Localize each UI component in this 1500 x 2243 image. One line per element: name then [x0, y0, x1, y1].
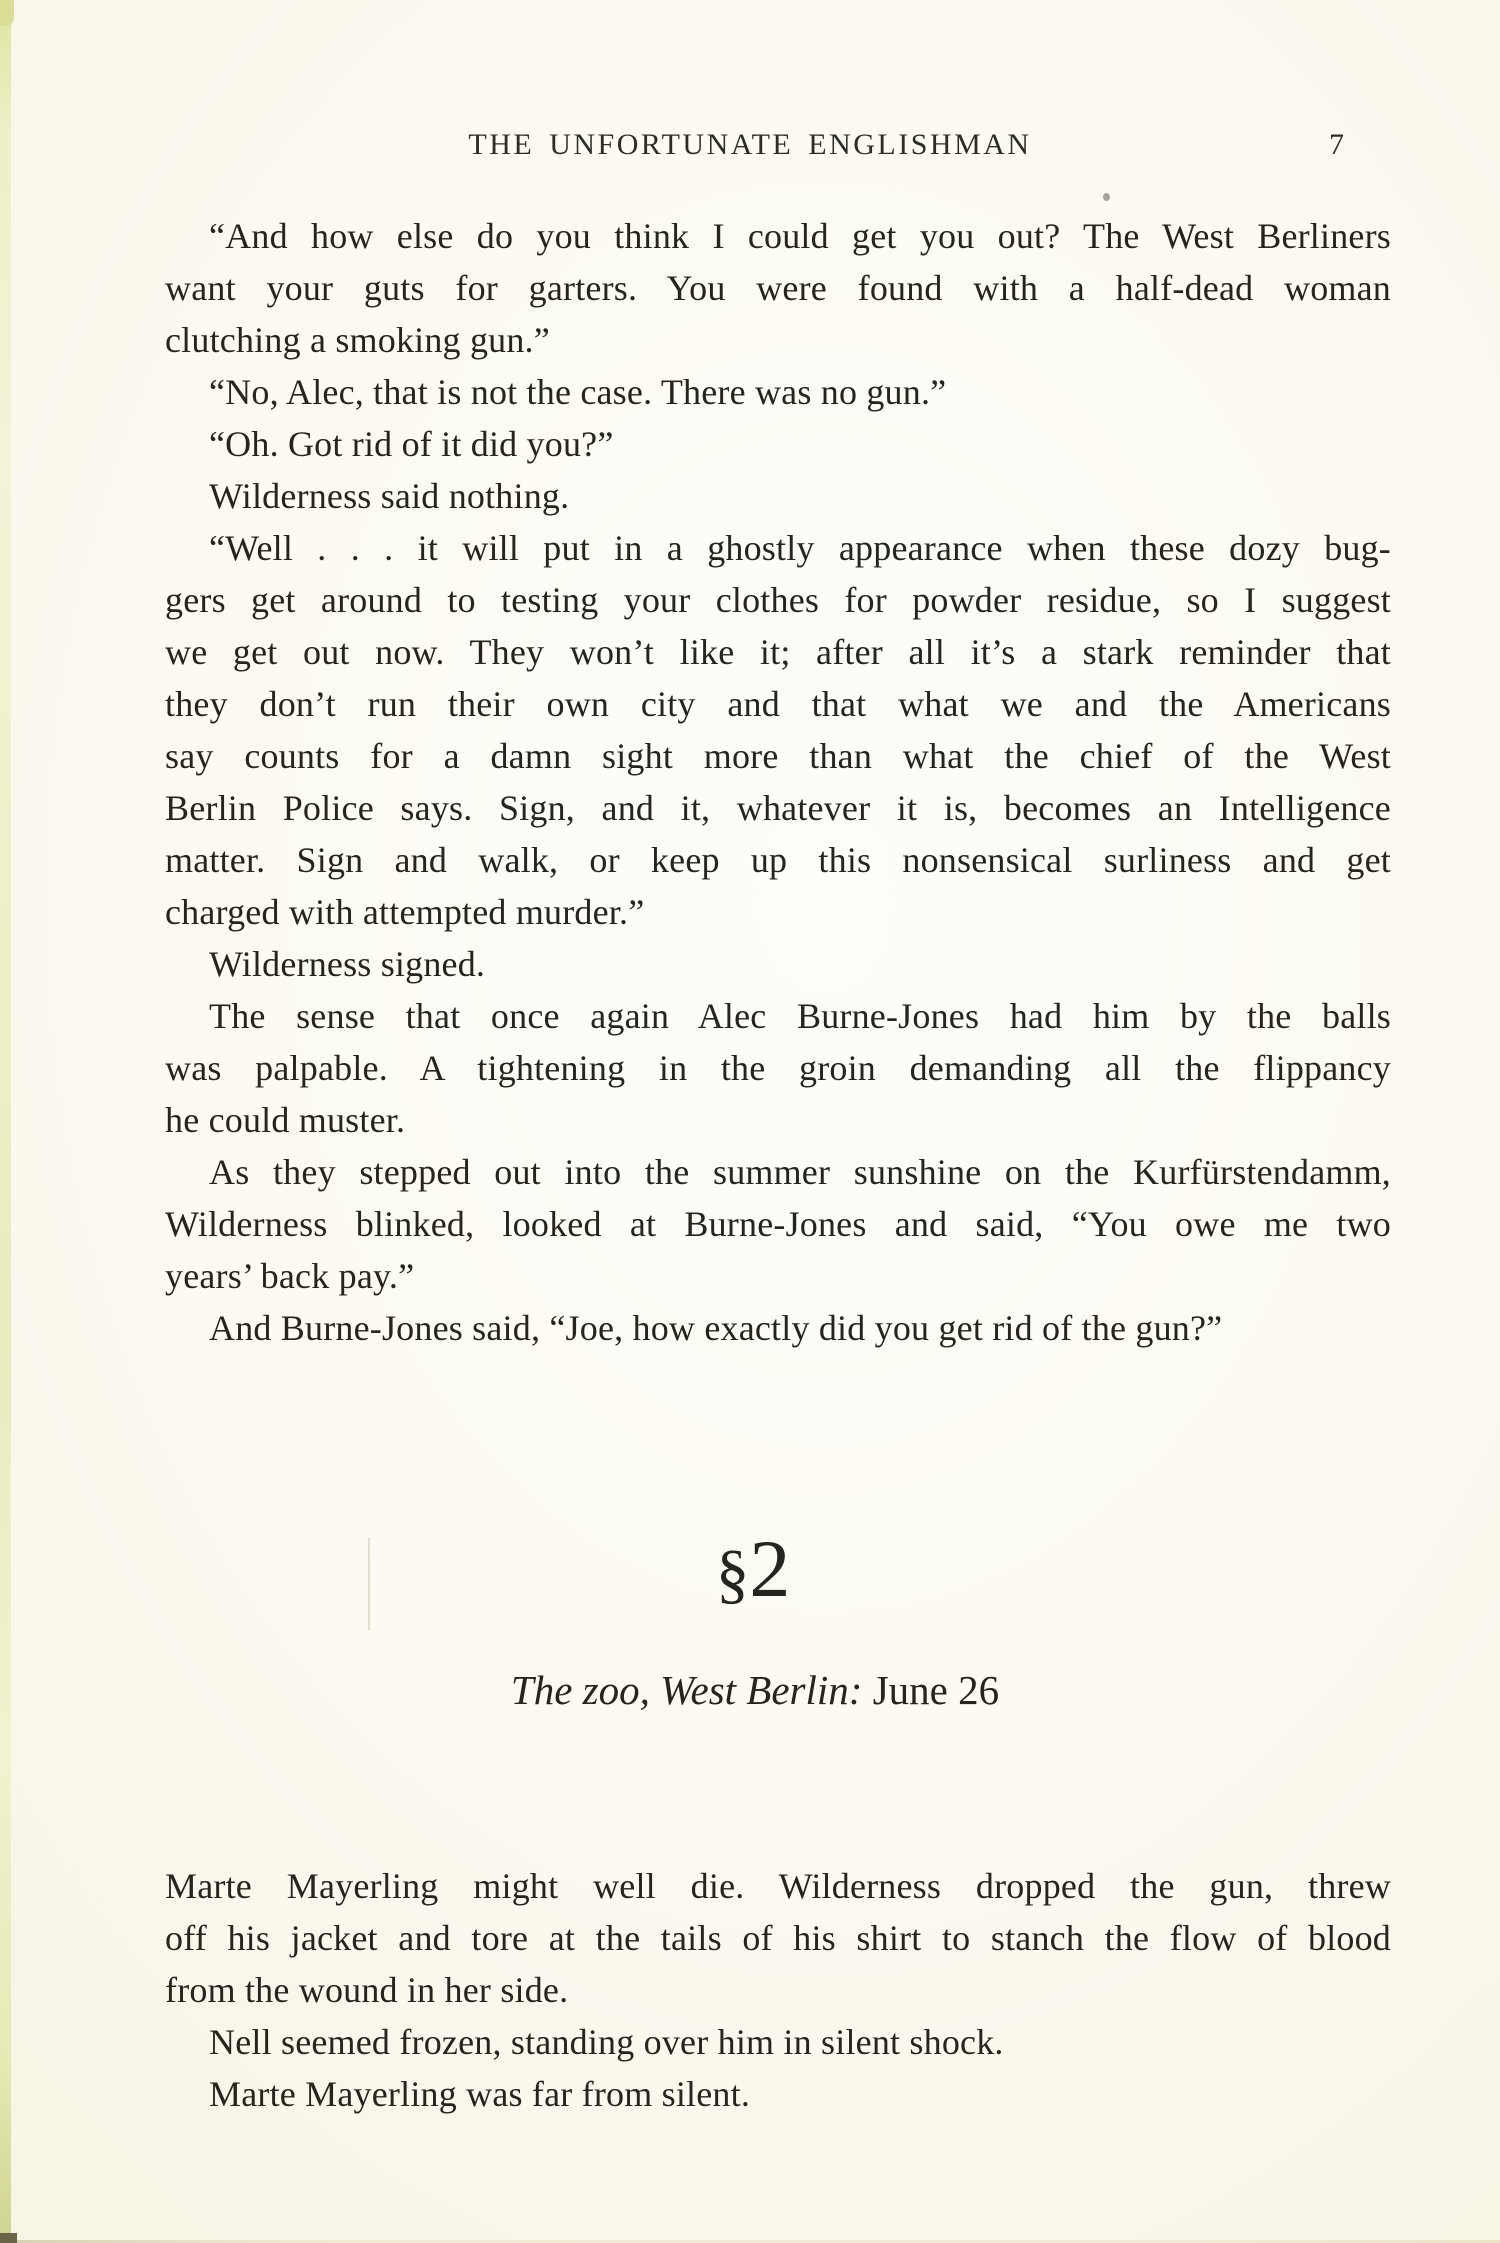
paragraph [165, 210, 1391, 366]
section-heading [0, 1523, 1500, 1614]
text-line: want your guts for garters. You were found with a half-dead woman [165, 268, 1391, 308]
scan-speck [1103, 193, 1110, 201]
paragraph [165, 418, 1391, 470]
text-line: Wilderness signed. [209, 944, 486, 984]
body-text-section-2 [165, 1860, 1391, 2120]
text-line: they don’t run their own city and that what we and the Americans [165, 684, 1391, 724]
paragraph [165, 2016, 1391, 2068]
text-line: Berlin Police says. Sign, and it, whatever it is, becomes an Intelligence [165, 788, 1391, 828]
text-line: Nell seemed frozen, standing over him in silent shock. [209, 2022, 1004, 2062]
page-edge-corner-bottom [0, 2233, 17, 2243]
text-line: was palpable. A tightening in the groin demanding all the flippancy [165, 1048, 1391, 1088]
section-mark: § [715, 1536, 750, 1611]
text-line: clutching a smoking gun.” [165, 320, 550, 360]
text-line: Wilderness blinked, looked at Burne-Jones and said, “You owe me two [165, 1204, 1391, 1244]
paragraph [165, 522, 1391, 938]
paragraph [165, 990, 1391, 1146]
body-text-section-1 [165, 210, 1391, 1354]
running-head [0, 128, 1500, 168]
section-number: 2 [749, 1523, 791, 1614]
text-line: say counts for a damn sight more than what the chief of the West [165, 736, 1391, 776]
paragraph [165, 938, 1391, 990]
text-line: charged with attempted murder.” [165, 892, 645, 932]
text-line: he could muster. [165, 1100, 406, 1140]
paragraph [165, 1302, 1391, 1354]
text-line: years’ back pay.” [165, 1256, 415, 1296]
text-line: Wilderness said nothing. [209, 476, 570, 516]
text-line: “Well . . . it will put in a ghostly appearance when these dozy bug- [209, 528, 1391, 568]
section-subtitle-place: The zoo, West Berlin: [510, 1667, 863, 1713]
section-subtitle [0, 1666, 1500, 1714]
text-line: from the wound in her side. [165, 1970, 569, 2010]
page-number: 7 [1329, 128, 1344, 161]
text-line: Marte Mayerling might well die. Wilderness dropped the gun, threw [165, 1866, 1391, 1906]
page-edge-corner-top [0, 0, 14, 26]
section-subtitle-date: June 26 [872, 1667, 1000, 1713]
paragraph [165, 470, 1391, 522]
text-line: “And how else do you think I could get you out? The West Berliners [209, 216, 1391, 256]
page-edge-strip [0, 0, 11, 2243]
text-line: The sense that once again Alec Burne-Jones had him by the balls [209, 996, 1391, 1036]
text-line: Marte Mayerling was far from silent. [209, 2074, 751, 2114]
paragraph [165, 2068, 1391, 2120]
text-line: gers get around to testing your clothes for powder residue, so I suggest [165, 580, 1391, 620]
text-line: As they stepped out into the summer sunshine on the Kurfürstendamm, [209, 1152, 1391, 1192]
paragraph [165, 366, 1391, 418]
paragraph [165, 1146, 1391, 1302]
text-line: we get out now. They won’t like it; after all it’s a stark reminder that [165, 632, 1391, 672]
paragraph [165, 1860, 1391, 2016]
text-line: “No, Alec, that is not the case. There was no gun.” [209, 372, 947, 412]
text-line: off his jacket and tore at the tails of his shirt to stanch the flow of blood [165, 1918, 1391, 1958]
running-title: THE UNFORTUNATE ENGLISHMAN [468, 128, 1032, 161]
text-line: matter. Sign and walk, or keep up this nonsensical surliness and get [165, 840, 1391, 880]
text-line: “Oh. Got rid of it did you?” [209, 424, 614, 464]
text-line: And Burne-Jones said, “Joe, how exactly did you get rid of the gun?” [209, 1308, 1223, 1348]
